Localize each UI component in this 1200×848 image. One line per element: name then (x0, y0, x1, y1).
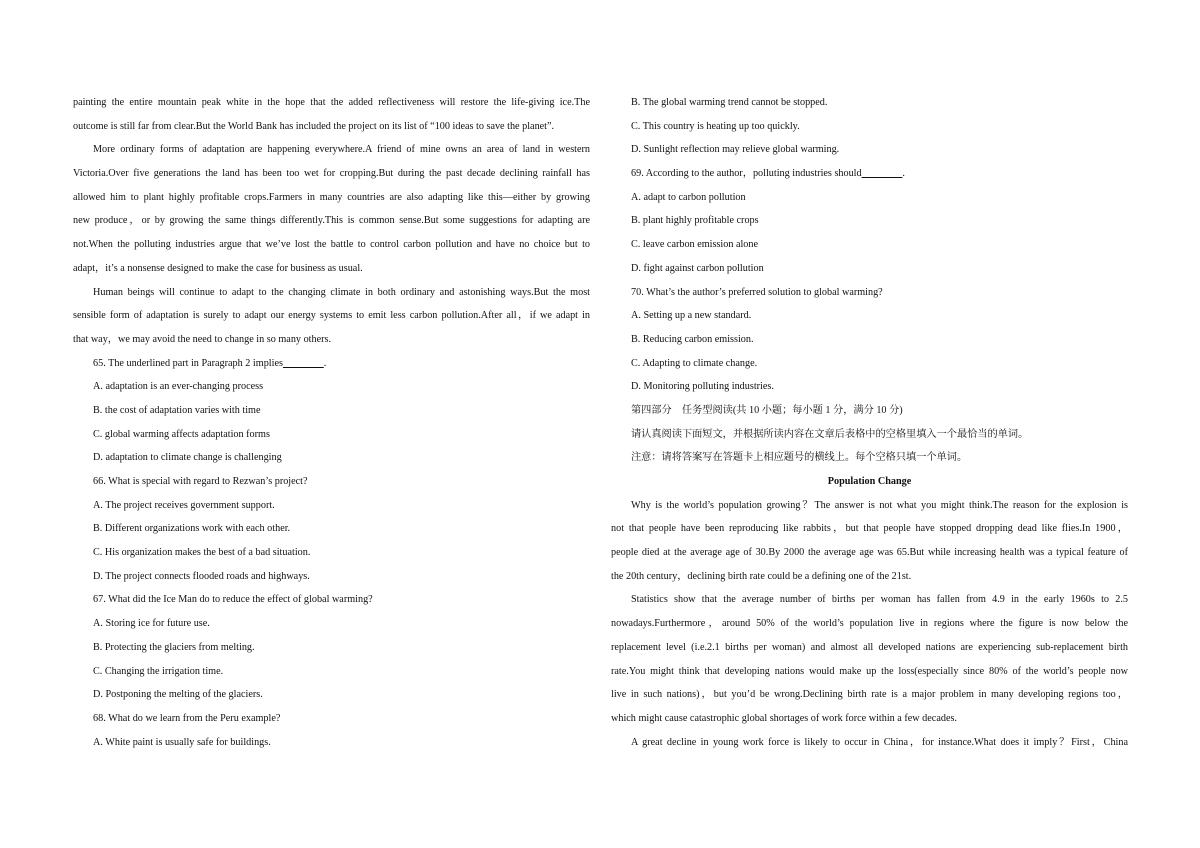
paragraph-line: Why is the world’s population growing？The answer is not what you might think.The reason for the explosion is (631, 499, 1128, 511)
paragraph-line: Statistics show that the average number of births per woman has fallen from 4.9 in the early 1960s to 2.5 (631, 594, 1128, 606)
option-a: A. Setting up a new standard. (631, 310, 752, 322)
option-c: C. His organization makes the best of a bad situation. (93, 547, 311, 559)
answer-blank: ________ (282, 357, 324, 369)
option-a: A. Storing ice for future use. (93, 618, 210, 630)
section-instruction: 请认真阅读下面短文，并根据所读内容在文章后表格中的空格里填入一个最恰当的单词。 (631, 428, 1029, 440)
paragraph-line: Victoria.Over five generations the land has been too wet for cropping.But during the past decade declining rainfall has (73, 168, 590, 180)
answer-blank: ________ (861, 168, 903, 180)
paragraph-line: new produce，or by growing the same things differently.This is common sense.But some suggestions for adapting are (73, 215, 590, 227)
option-a: A. adapt to carbon pollution (631, 191, 746, 203)
paragraph-line: allowed him to plant highly profitable crops.Farmers in many countries are also adapting like this—either by growing (73, 191, 590, 203)
paragraph-line: not that people have been reproducing like rabbits，but that people have stopped dropping dead like flies.In 1900， (611, 523, 1128, 535)
left-column (73, 91, 590, 754)
paragraph-line: that way，we may avoid the need to change in so many others. (73, 333, 332, 345)
paragraph-line: Human beings will continue to adapt to the changing climate in both ordinary and astonishing ways.But the most (93, 286, 590, 298)
question-65-stem (73, 352, 590, 376)
question-70-stem: 70. What’s the author’s preferred solution to global warming? (631, 286, 883, 298)
passage-line: painting the entire mountain peak white in the hope that the added reflectiveness will restore the life-giving ice.The (73, 97, 590, 108)
paragraph-line: rate.You might think that developing nations would make up the loss(especially since 80% of the world’s people now (611, 665, 1128, 677)
option-d: D. Postponing the melting of the glaciers. (93, 689, 263, 701)
option-b: B. Different organizations work with each other. (93, 523, 291, 535)
option-d: D. The project connects flooded roads and highways. (93, 570, 310, 582)
paragraph-line: A great decline in young work force is likely to occur in China，for instance.What does it imply？First，China (631, 736, 1128, 748)
option-b: B. the cost of adaptation varies with time (93, 404, 261, 416)
section-heading: 第四部分 任务型阅读(共 10 小题；每小题 1 分，满分 10 分) (631, 404, 903, 416)
paragraph-line: which might cause catastrophic global shortages of work force within a few decades. (611, 712, 957, 724)
paragraph-line: people died at the average age of 30.By 2000 the average age was 65.But while increasing health was a typical feature of (611, 547, 1128, 559)
option-b: B. Reducing carbon emission. (631, 333, 754, 345)
paragraph-line: live in such nations)，but you’d be wrong.Declining birth rate is a major problem in many developing regions too， (611, 689, 1128, 701)
question-stem-text: 69. According to the author，polluting industries should (631, 168, 862, 180)
option-c: C. This country is heating up too quickly. (631, 120, 800, 132)
paragraph-line: nowadays.Furthermore，around 50% of the world’s population live in regions where the figure is now below the (611, 618, 1128, 630)
option-c: C. leave carbon emission alone (631, 239, 759, 251)
stem-end: . (323, 357, 327, 369)
section-note: 注意：请将答案写在答题卡上相应题号的横线上。每个空格只填一个单词。 (631, 452, 968, 464)
paragraph-line: sensible form of adaptation is surely to adapt our energy systems to emit less carbon pollution.After all，if we adapt in (73, 310, 590, 322)
option-b: B. plant highly profitable crops (631, 215, 759, 227)
passage-line: outcome is still far from clear.But the World Bank has included the project on its list of “100 ideas to save the planet”. (73, 120, 555, 132)
option-d: D. Sunlight reflection may relieve global warming. (631, 144, 840, 156)
question-69-stem (611, 162, 1128, 186)
paragraph-line: adapt，it’s a nonsense designed to make the case for business as usual. (73, 262, 363, 274)
option-b: B. The global warming trend cannot be stopped. (631, 97, 828, 108)
option-b: B. Protecting the glaciers from melting. (93, 641, 255, 653)
option-c: C. global warming affects adaptation forms (93, 428, 270, 440)
question-stem-text: 65. The underlined part in Paragraph 2 implies (93, 357, 283, 369)
paragraph-line: not.When the polluting industries argue that we’ve lost the battle to control carbon pollution and have no choice but to (73, 239, 590, 251)
option-d: D. fight against carbon pollution (631, 262, 764, 274)
option-c: C. Changing the irrigation time. (93, 665, 224, 677)
question-68-stem: 68. What do we learn from the Peru example? (93, 712, 281, 724)
option-d: D. Monitoring polluting industries. (631, 381, 774, 393)
question-66-stem: 66. What is special with regard to Rezwan’s project? (93, 476, 308, 487)
option-a: A. adaptation is an ever-changing process (93, 381, 264, 393)
question-67-stem: 67. What did the Ice Man do to reduce the effect of global warming? (93, 594, 373, 606)
option-d: D. adaptation to climate change is challenging (93, 452, 282, 464)
stem-end: . (902, 168, 905, 180)
paragraph-line: replacement level (i.e.2.1 births per woman) and almost all developed nations are experiencing sub-replacement birth (611, 641, 1128, 653)
option-a: A. White paint is usually safe for buildings. (93, 736, 271, 748)
paragraph-line: the 20th century，declining birth rate could be a defining one of the 21st. (611, 570, 912, 582)
option-a: A. The project receives government support. (93, 499, 275, 511)
right-column (611, 91, 1128, 754)
article-title: Population Change (827, 476, 912, 487)
paragraph-line: More ordinary forms of adaptation are happening everywhere.A friend of mine owns an area of land in western (93, 144, 590, 156)
option-c: C. Adapting to climate change. (631, 357, 758, 369)
